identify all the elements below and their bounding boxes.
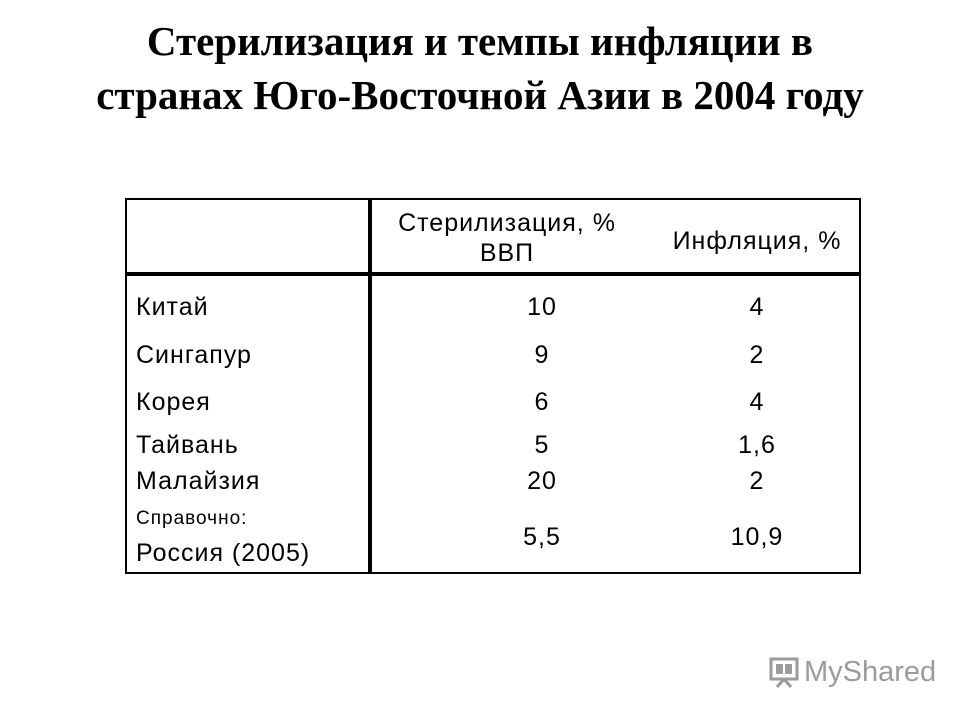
title-line-2: странах Юго-Восточной Азии в 2004 году (96, 72, 864, 118)
watermark-text: MyShared (804, 656, 937, 688)
header-sterilization-line1: Стерилизация, % (398, 209, 616, 237)
reference-note: Справочно: (136, 508, 248, 529)
row-country: Корея (136, 388, 211, 416)
slide-title (0, 14, 960, 122)
row-inflation: 2 (749, 341, 765, 369)
header-divider (127, 272, 859, 276)
row-sterilization: 6 (534, 388, 550, 416)
row-country: Сингапур (136, 341, 252, 369)
header-sterilization-line2: ВВП (479, 239, 535, 267)
row-sterilization: 9 (534, 341, 550, 369)
column-divider (368, 200, 372, 572)
row-inflation: 2 (749, 467, 765, 495)
row-country: Китай (136, 293, 209, 321)
row-inflation: 1,6 (738, 431, 776, 459)
title-line-1: Стерилизация и темпы инфляции в (146, 18, 814, 64)
row-inflation: 4 (749, 293, 765, 321)
reference-inflation: 10,9 (730, 523, 784, 551)
reference-country: Россия (2005) (136, 539, 311, 567)
row-country: Тайвань (136, 431, 239, 459)
header-sterilization (387, 208, 627, 268)
row-sterilization: 10 (527, 293, 557, 321)
row-country: Малайзия (136, 467, 261, 495)
row-sterilization: 20 (527, 467, 557, 495)
presentation-board-icon (768, 656, 800, 693)
data-table (125, 198, 861, 574)
reference-sterilization: 5,5 (523, 523, 561, 551)
row-sterilization: 5 (534, 431, 550, 459)
header-inflation: Инфляция, % (672, 227, 842, 255)
row-inflation: 4 (749, 388, 765, 416)
